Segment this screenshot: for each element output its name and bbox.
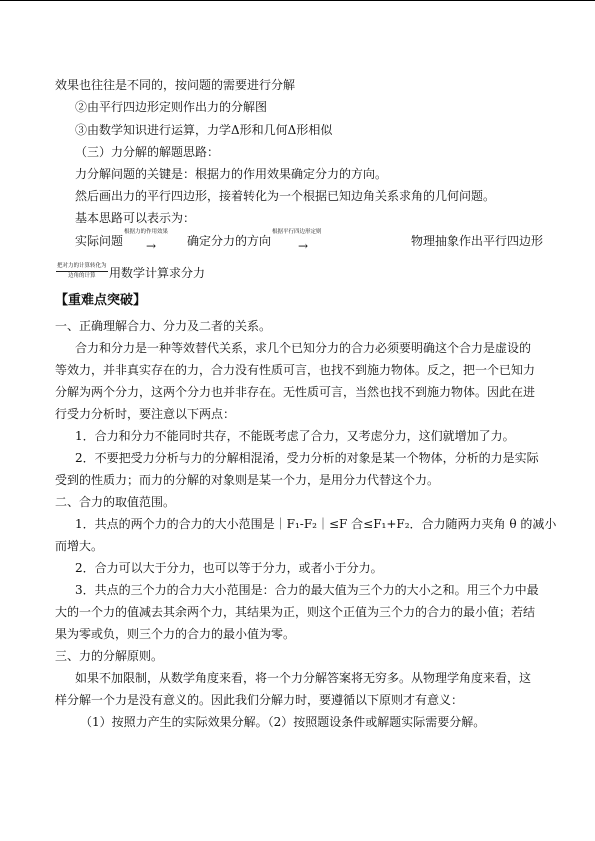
subheading: 一、正确理解合力、分力及二者的关系。 bbox=[55, 319, 272, 333]
subheading: 三、力的分解原则。 bbox=[55, 649, 164, 663]
paragraph-line: 合力和分力是一种等效替代关系，求几个已知分力的合力必须要明确这个合力是虚设的 bbox=[75, 341, 532, 355]
paragraph-line: 3．共点的三个力的合力大小范围是：合力的最大值为三个力的大小之和。用三个力中最 bbox=[75, 583, 539, 597]
right-arrow-icon: → bbox=[298, 239, 309, 253]
paragraph-line: （1）按照力产生的实际效果分解。（2）按照题设条件或解题实际需要分解。 bbox=[80, 715, 486, 729]
paragraph-line: 受到的性质力；而力的分解的对象则是某一个力，是用分力代替这个力。 bbox=[55, 473, 440, 487]
paragraph-line: 分解为两个分力，这两个分力也并非存在。无性质可言，当然也找不到施力物体。因此在进 bbox=[55, 385, 536, 399]
flow-arrow-label: 根据平行四边形定则 bbox=[272, 229, 322, 235]
flow-step-calc: 用数学计算求分力 bbox=[109, 266, 206, 280]
flow-arrow-label: 根据力的作用效果 bbox=[124, 229, 169, 235]
paragraph-line: 行受力分析时，要注意以下两点： bbox=[55, 407, 236, 421]
flow-step-direction: 确定分力的方向 bbox=[187, 234, 272, 248]
section-title: 【重难点突破】 bbox=[55, 293, 147, 308]
subheading: 二、合力的取值范围。 bbox=[55, 495, 176, 509]
text-line: 力分解问题的关键是：根据力的作用效果确定分力的方向。 bbox=[75, 167, 388, 181]
text-line: 基本思路可以表示为： bbox=[75, 211, 196, 225]
right-arrow-icon: → bbox=[146, 239, 157, 253]
paragraph-line: 样分解一个力是没有意义的。因此我们分解力时，要遵循以下原则才有意义： bbox=[55, 693, 464, 707]
paragraph-line: 大的一个力的值减去其余两个力，其结果为正，则这个正值为三个力的合力的最小值；若结 bbox=[55, 605, 536, 619]
text-line: ③由数学知识进行运算，力学Δ形和几何Δ形相似 bbox=[75, 123, 333, 137]
page-top-rule bbox=[0, 0, 595, 1]
paragraph-line: 2．不要把受力分析与力的分解相混淆，受力分析的对象是某一个物体，分析的力是实际 bbox=[75, 451, 539, 465]
flow-step-actual-problem: 实际问题 bbox=[75, 234, 124, 248]
paragraph-line: 2．合力可以大于分力，也可以等于分力，或者小于分力。 bbox=[75, 561, 383, 575]
flow-step-parallelogram: 物理抽象作出平行四边形 bbox=[411, 234, 544, 248]
text-line: （三）力分解的解题思路： bbox=[75, 145, 220, 159]
flow-fraction-top: 把对力的计算转化为 bbox=[57, 263, 107, 269]
text-line: ②由平行四边形定则作出力的分解图 bbox=[75, 100, 268, 114]
paragraph-line: 1．共点的两个力的合力的大小范围是｜F₁-F₂｜≤F 合≤F₁+F₂．合力随两力夹角 θ 的减小 bbox=[75, 517, 557, 531]
paragraph-line: 而增大。 bbox=[55, 539, 104, 553]
paragraph-line: 果为零或负，则三个力的合力的最小值为零。 bbox=[55, 627, 296, 641]
flow-fraction-bottom: 边角的计算 bbox=[68, 273, 96, 279]
paragraph-line: 1．合力和分力不能同时共存，不能既考虑了合力，又考虑分力，这们就增加了力。 bbox=[75, 429, 515, 443]
text-line: 效果也往往是不同的，按问题的需要进行分解 bbox=[55, 78, 296, 92]
fraction-bar bbox=[56, 271, 108, 272]
paragraph-line: 如果不加限制，从数学角度来看，将一个力分解答案将无穷多。从物理学角度来看，这 bbox=[75, 671, 532, 685]
text-line: 然后画出力的平行四边形，接着转化为一个根据已知边角关系求角的几何问题。 bbox=[75, 189, 496, 203]
paragraph-line: 等效力，并非真实存在的力，合力没有性质可言，也找不到施力物体。反之，把一个已知力 bbox=[55, 363, 536, 377]
